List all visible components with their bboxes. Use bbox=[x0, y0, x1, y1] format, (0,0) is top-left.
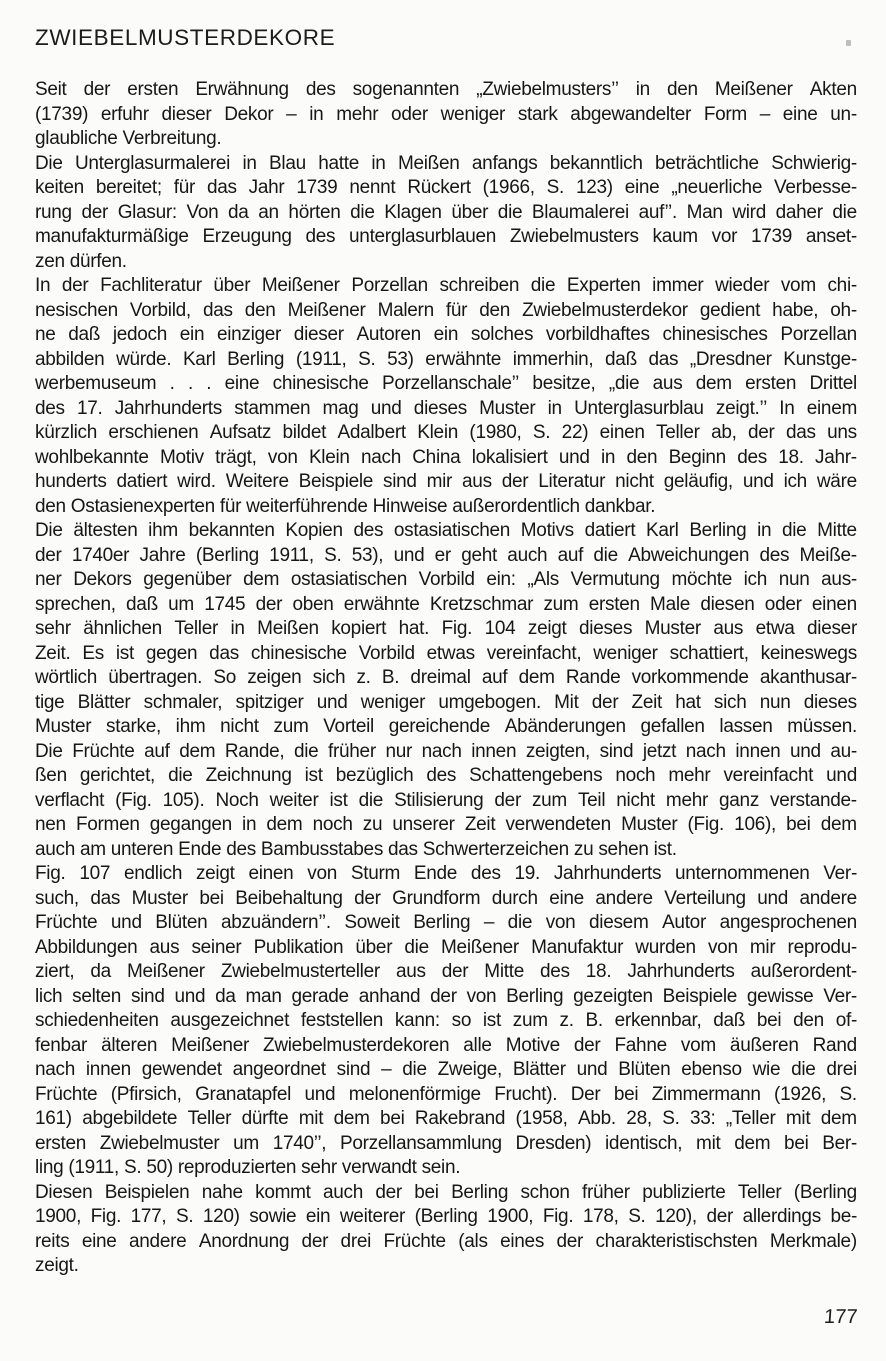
text-line: sehr ähnlichen Teller in Meißen kopiert hat. Fig. 104 zeigt dieses Muster aus etwa dieser bbox=[35, 618, 857, 639]
text-line: nesischen Vorbild, das den Meißener Malern für den Zwiebelmusterdekor gedient habe, oh- bbox=[35, 299, 857, 321]
text-line: Fig. 107 endlich zeigt einen von Sturm Ende des 19. Jahrhunderts unternommenen Ver- bbox=[35, 863, 857, 884]
text-line: Früchte (Pfirsich, Granatapfel und melonenförmige Frucht). Der bei Zimmermann (1926, S. bbox=[35, 1083, 857, 1105]
text-line: nach innen gewendet angeordnet sind – die Zweige, Blätter und Blüten ebenso wie die drei bbox=[35, 1059, 857, 1080]
text-line: sprechen, daß um 1745 der oben erwähnte Kretzschmar zum ersten Male diesen oder einen bbox=[35, 593, 857, 615]
text-line: ersten Zwiebelmuster um 1740’’, Porzellansammlung Dresden) identisch, mit dem bei Ber- bbox=[35, 1132, 857, 1154]
text-line: ner Dekors gegenüber dem ostasiatischen Vorbild ein: „Als Vermutung möchte ich nun aus- bbox=[35, 569, 857, 590]
text-line: reits eine andere Anordnung der drei Früchte (als eines der charakteristischsten Merkmale) bbox=[35, 1230, 857, 1252]
text-line: lich selten sind und da man gerade anhand der von Berling gezeigten Beispiele gewisse Ver- bbox=[35, 985, 857, 1007]
body-text bbox=[35, 79, 857, 1280]
paragraph bbox=[35, 275, 857, 520]
text-line: ßen gerichtet, die Zeichnung ist bezüglich des Schattengebens noch mehr vereinfacht und bbox=[35, 765, 857, 786]
text-line: Zeit. Es ist gegen das chinesische Vorbild etwas vereinfacht, weniger schattiert, keineswegs bbox=[35, 642, 857, 664]
text-line: auch am unteren Ende des Bambusstabes das Schwerterzeichen zu sehen ist. bbox=[35, 838, 677, 860]
text-line: In der Fachliteratur über Meißener Porzellan schreiben die Experten immer wieder vom chi- bbox=[35, 275, 857, 296]
text-line: (1739) erfuhr dieser Dekor – in mehr oder weniger stark abgewandelter Form – eine un- bbox=[35, 103, 857, 125]
text-line: nen Formen gegangen in dem noch zu unserer Zeit verwendeten Muster (Fig. 106), bei dem bbox=[35, 814, 857, 835]
paragraph bbox=[35, 863, 857, 1182]
text-line: wörtlich übertragen. So zeigen sich z. B. dreimal auf dem Rande vorkommende akanthusar- bbox=[35, 667, 857, 688]
text-line: fenbar älteren Meißener Zwiebelmusterdekoren alle Motive der Fahne vom äußeren Rand bbox=[35, 1034, 857, 1056]
text-line: zeigt. bbox=[35, 1255, 79, 1276]
text-line: der 1740er Jahre (Berling 1911, S. 53), und er geht auch auf die Abweichungen des Meiße- bbox=[35, 544, 857, 566]
text-line: manufakturmäßige Erzeugung des unterglasurblauen Zwiebelmusters kaum vor 1739 anset- bbox=[35, 226, 857, 247]
text-line: Die Früchte auf dem Rande, die früher nur nach innen zeigten, sind jetzt nach innen und au- bbox=[35, 740, 857, 762]
page-title: ZWIEBELMUSTERDEKORE bbox=[35, 25, 336, 50]
text-line: zen dürfen. bbox=[35, 250, 127, 272]
text-line: glaubliche Verbreitung. bbox=[35, 128, 222, 149]
text-line: werbemuseum . . . eine chinesische Porzellanschale’’ besitze, „die aus dem ersten Drittel bbox=[35, 373, 857, 394]
text-line: kürzlich erschienen Aufsatz bildet Adalbert Klein (1980, S. 22) einen Teller ab, der das uns bbox=[35, 422, 857, 443]
text-line: Die Unterglasurmalerei in Blau hatte in Meißen anfangs bekanntlich beträchtliche Schwierig- bbox=[35, 152, 857, 174]
text-line: wohlbekannte Motiv trägt, von Klein nach China lokalisiert und in den Beginn des 18. Jahr- bbox=[35, 446, 857, 468]
text-line: Die ältesten ihm bekannten Kopien des ostasiatischen Motivs datiert Karl Berling in die Mitte bbox=[35, 520, 857, 541]
text-line: verflacht (Fig. 105). Noch weiter ist die Stilisierung der zum Teil nicht mehr ganz verstande- bbox=[35, 789, 857, 811]
text-line: hunderts datiert wird. Weitere Beispiele sind mir aus der Literatur nicht geläufig, und ich wäre bbox=[35, 471, 857, 492]
text-line: ziert, da Meißener Zwiebelmusterteller aus der Mitte des 18. Jahrhunderts außerordent- bbox=[35, 961, 857, 982]
text-line: Abbildungen aus seiner Publikation über die Meißener Manufaktur wurden von mir reprodu- bbox=[35, 936, 857, 958]
text-line: ling (1911, S. 50) reproduzierten sehr verwandt sein. bbox=[35, 1157, 461, 1178]
text-line: keiten bereitet; für das Jahr 1739 nennt Rückert (1966, S. 123) eine „neuerliche Verbesse- bbox=[35, 177, 857, 198]
paragraph bbox=[35, 79, 857, 153]
text-line: 161) abgebildete Teller dürfte mit dem bei Rakebrand (1958, Abb. 28, S. 33: „Teller mit dem bbox=[35, 1108, 857, 1129]
text-line: des 17. Jahrhunderts stammen mag und dieses Muster in Unterglasurblau zeigt.’’ In einem bbox=[35, 397, 857, 419]
text-line: tige Blätter schmaler, spitziger und weniger umgebogen. Mit der Zeit hat sich nun dieses bbox=[35, 691, 857, 713]
text-line: schiedenheiten ausgezeichnet feststellen kann: so ist zum z. B. erkennbar, daß bei den of- bbox=[35, 1010, 857, 1031]
page-content bbox=[35, 25, 857, 1280]
page-number: 177 bbox=[822, 1306, 858, 1328]
text-line: abbilden würde. Karl Berling (1911, S. 53) erwähnte immerhin, daß das „Dresdner Kunstge- bbox=[35, 348, 857, 370]
text-line: Diesen Beispielen nahe kommt auch der bei Berling schon früher publizierte Teller (Berling bbox=[35, 1181, 857, 1203]
text-line: Muster starke, ihm nicht zum Vorteil gereichende Abänderungen gefallen lassen müssen. bbox=[35, 716, 857, 737]
paragraph bbox=[35, 520, 857, 863]
text-line: 1900, Fig. 177, S. 120) sowie ein weiterer (Berling 1900, Fig. 178, S. 120), der allerdings be- bbox=[35, 1206, 857, 1227]
text-line: den Ostasienexperten für weiterführende Hinweise außerordentlich dankbar. bbox=[35, 495, 656, 517]
text-line: rung der Glasur: Von da an hörten die Klagen über die Blaumalerei auf’’. Man wird daher die bbox=[35, 201, 857, 223]
paragraph bbox=[35, 1182, 857, 1280]
text-line: ne daß jedoch ein einziger dieser Autoren ein solches vorbildhaftes chinesisches Porzellan bbox=[35, 324, 857, 345]
text-line: such, das Muster bei Beibehaltung der Grundform durch eine andere Verteilung und andere bbox=[35, 887, 857, 909]
text-line: Früchte und Blüten abzuändern’’. Soweit Berling – die von diesem Autor angesprochenen bbox=[35, 912, 857, 933]
paragraph bbox=[35, 153, 857, 276]
text-line: Seit der ersten Erwähnung des sogenannten „Zwiebelmusters’’ in den Meißener Akten bbox=[35, 79, 857, 100]
